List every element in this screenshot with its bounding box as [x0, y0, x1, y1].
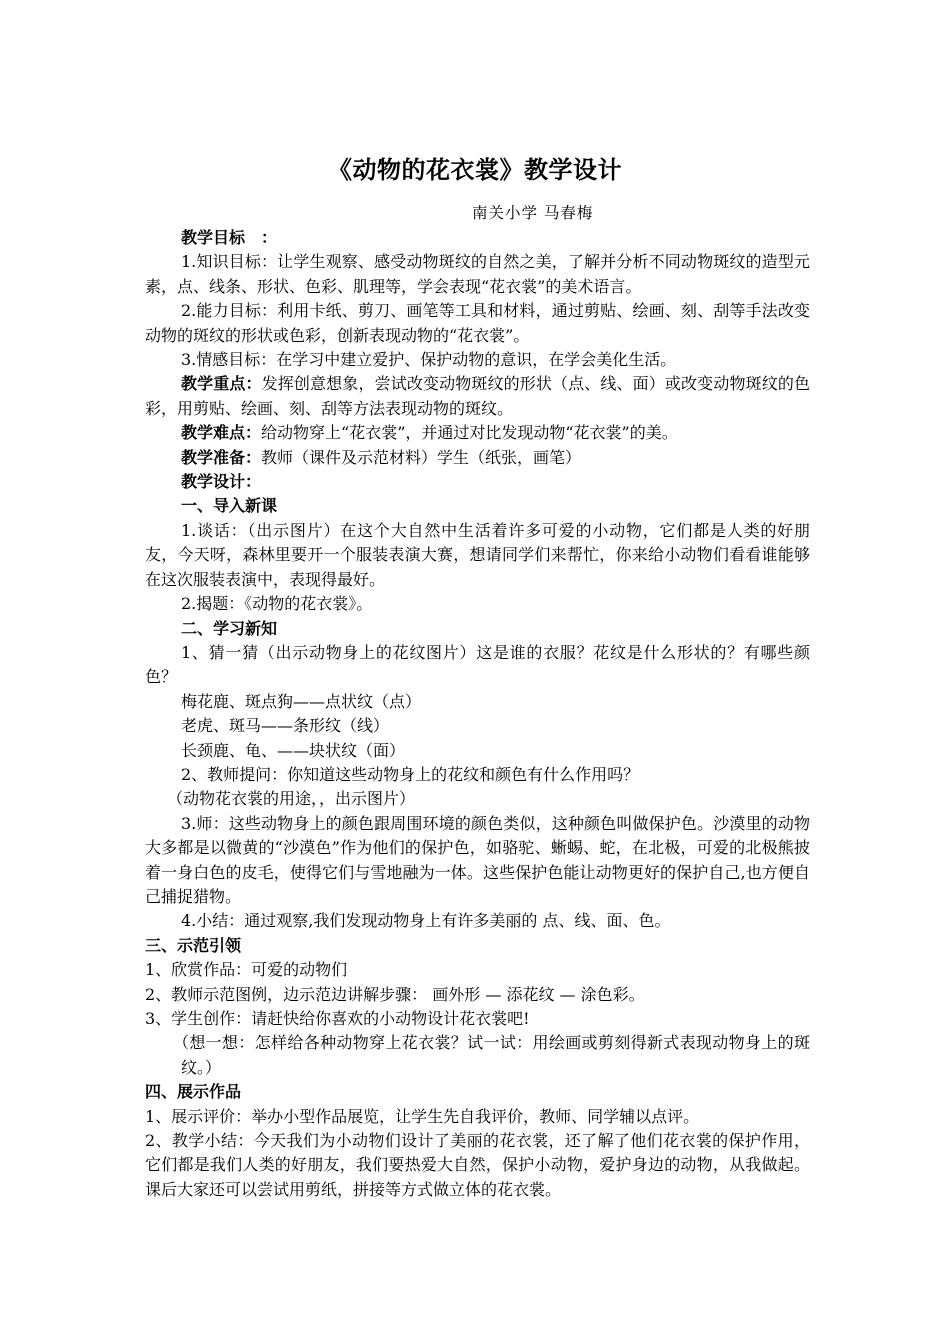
document-title: 《动物的花衣裳》教学设计	[328, 155, 622, 184]
preparation-paragraph	[145, 446, 810, 470]
section-1-paragraph-1: 1.谈话：（出示图片）在这个大自然中生活着许多可爱的小动物，它们都是人类的好朋友，今天呀，森林里要开一个服装表演大赛，想请同学们来帮忙，你来给小动物们看看谁能够在这次服装表演中，表现得最好。	[145, 520, 810, 589]
section-1-paragraph-2: 2.揭题：《动物的花衣裳》。	[181, 594, 373, 614]
section-2-heading: 二、学习新知	[181, 618, 278, 638]
section-1-heading: 一、导入新课	[181, 496, 278, 516]
author-line: 南关小学 马春梅	[472, 204, 594, 222]
section-2-paragraph-4: 4.小结：通过观察,我们发现动物身上有许多美丽的 点、线、面、色。	[181, 911, 671, 931]
section-3-paragraph-2: 2、教师示范图例，边示范边讲解步骤： 画外形 — 添花纹 — 涂色彩。	[145, 984, 645, 1004]
section-4-paragraph-2: 2、教学小结：今天我们为小动物们设计了美丽的花衣裳，还了解了他们花衣裳的保护作用，它们都是我们人类的好朋友，我们要热爱大自然，保护小动物，爱护身边的动物，从我做起。课后大家还可以尝试用剪纸，拼接等方式做立体的花衣裳。	[145, 1131, 810, 1199]
section-4-paragraph-1: 1、展示评价：举办小型作品展览，让学生先自我评价，教师、同学辅以点评。	[145, 1106, 700, 1126]
objectives-heading: 教学目标 ：	[181, 228, 278, 247]
section-2-paragraph-2: 2、教师提问：你知道这些动物身上的花纹和颜色有什么作用吗？	[181, 764, 640, 784]
document-body	[145, 226, 810, 1202]
section-3-heading: 三、示范引领	[145, 935, 242, 955]
key-points-paragraph	[145, 372, 810, 421]
preparation-text: 教师（课件及示范材料）学生（纸张，画笔）	[261, 447, 582, 467]
difficulty-text: 给动物穿上“花衣裳”，并通过对比发现动物“花衣裳”的美。	[261, 423, 678, 443]
objective-ability: 2.能力目标：利用卡纸、剪刀、画笔等工具和材料，通过剪贴、绘画、刻、刮等手法改变动物的斑纹的形状或色彩，创新表现动物的“花衣裳”。	[145, 301, 810, 345]
section-3-paragraph-4: （想一想：怎样给各种动物穿上花衣裳？试一试：用绘画或剪刻得新式表现动物身上的斑纹。）	[173, 1033, 810, 1077]
difficulty-paragraph	[145, 421, 810, 445]
key-points-label: 教学重点：	[181, 374, 262, 394]
section-2-paragraph-2-note: （动物花衣裳的用途，，出示图片）	[167, 789, 416, 809]
preparation-label: 教学准备：	[181, 447, 262, 467]
section-3-paragraph-1: 1、欣赏作品：可爱的动物们	[145, 960, 348, 980]
section-2-list-item: 梅花鹿、斑点狗——点状纹（点）	[181, 691, 422, 711]
difficulty-label: 教学难点：	[181, 423, 262, 443]
objective-knowledge: 1.知识目标：让学生观察、感受动物斑纹的自然之美，了解并分析不同动物斑纹的造型元素，点、线条、形状、色彩、肌理等，学会表现“花衣裳”的美术语言。	[145, 252, 810, 296]
section-3-paragraph-3: 3、学生创作：请赶快给你喜欢的小动物设计花衣裳吧!	[145, 1009, 530, 1028]
key-points-text: 发挥创意想象，尝试改变动物斑纹的形状（点、线、面）或改变动物斑纹的色彩，用剪贴、绘画、刻、刮等方法表现动物的斑纹。	[145, 374, 810, 418]
section-2-list-item: 长颈鹿、龟、——块状纹（面）	[181, 740, 406, 760]
section-2-paragraph-1: 1、猜一猜（出示动物身上的花纹图片）这是谁的衣服？花纹是什么形状的？有哪些颜色？	[145, 642, 810, 687]
design-heading: 教学设计：	[181, 472, 262, 492]
section-4-heading: 四、展示作品	[145, 1082, 242, 1102]
section-2-list-item: 老虎、斑马——条形纹（线）	[181, 716, 390, 736]
section-2-paragraph-3: 3.师：这些动物身上的颜色跟周围环境的颜色类似，这种颜色叫做保护色。沙漠里的动物大多都是以微黄的“沙漠色”作为他们的保护色，如骆驼、蜥蜴、蛇，在北极，可爱的北极熊披着一身白色的皮毛，使得它们与雪地融为一体。这些保护色能让动物更好的保护自己,也方便自己捕捉猎物。	[145, 813, 810, 906]
objective-emotion: 3.情感目标：在学习中建立爱护、保护动物的意识，在学会美化生活。	[181, 350, 677, 370]
